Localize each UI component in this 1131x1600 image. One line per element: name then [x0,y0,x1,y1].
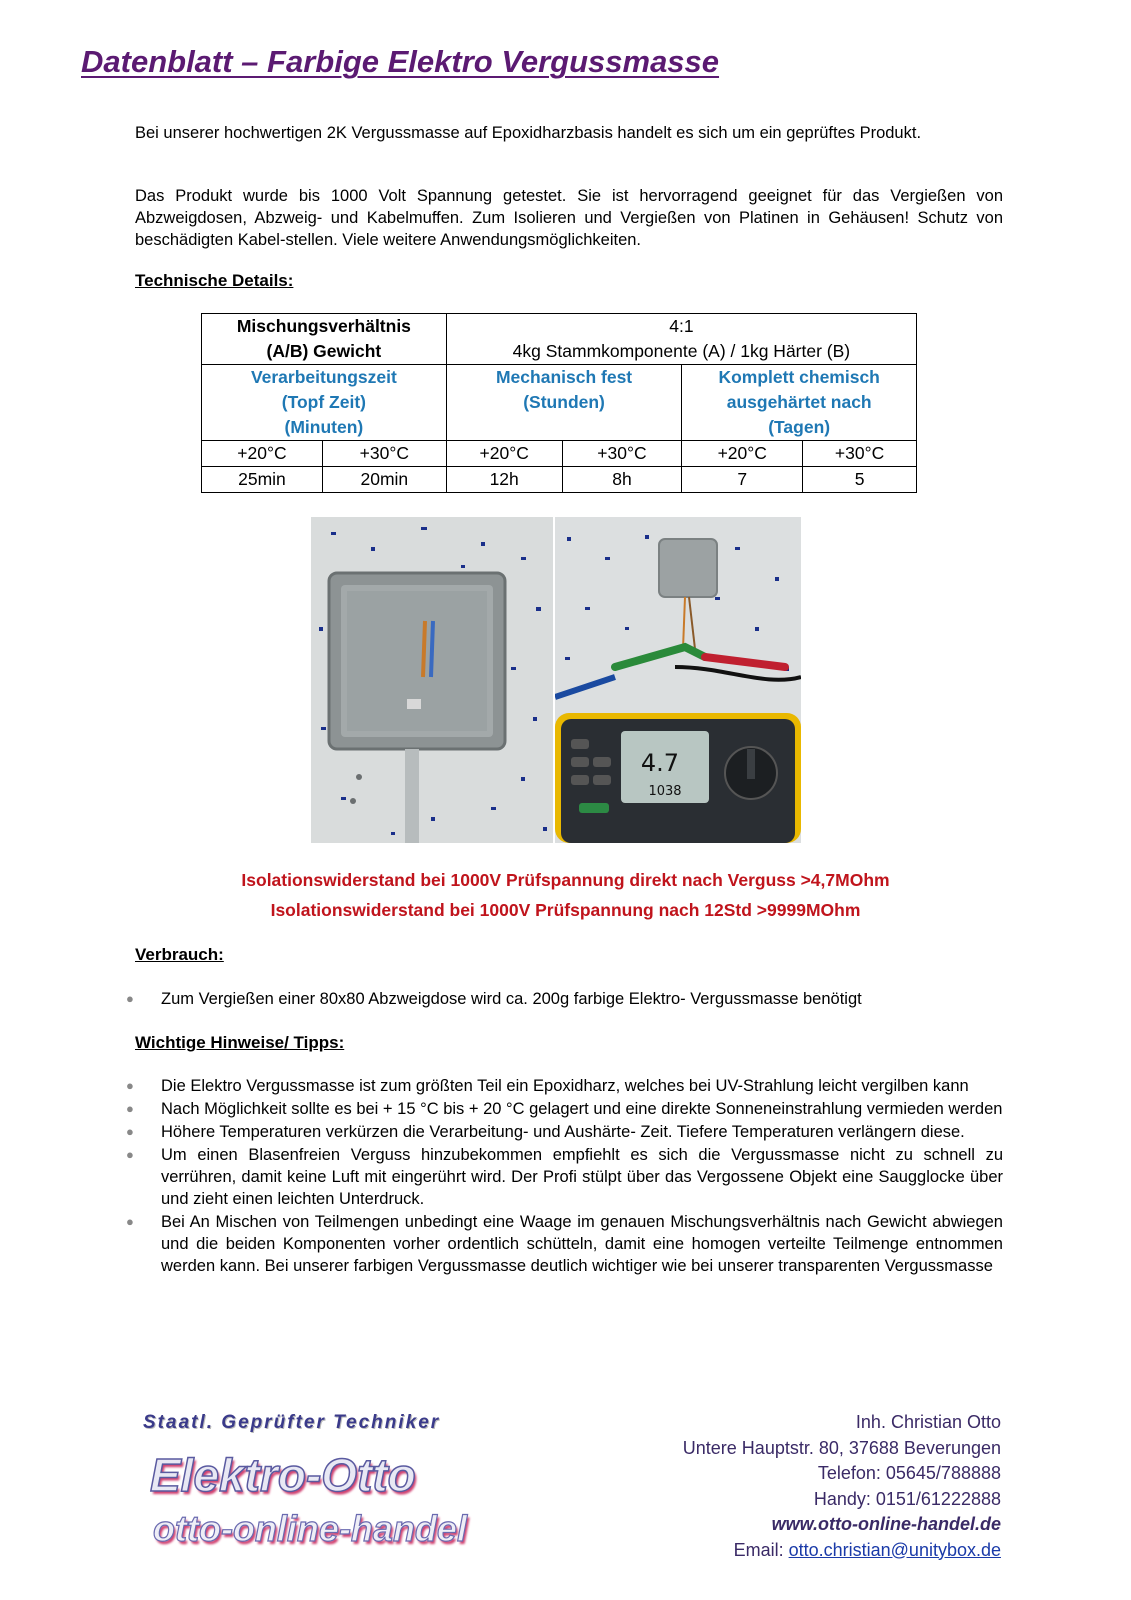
table-row [202,314,917,365]
mix-ratio-label-line: (A/B) Gewicht [266,341,382,361]
list-item-text: Um einen Blasenfreien Verguss hinzubekommen empfiehlt es sich die Vergussmasse nicht zu schnell zu verrühren, damit keine Luft mit eingerührt wird. Der Profi stülpt über das Vergossene Objekt eine Saugglocke über und zieht einen leichten Unterdruck. [161,1146,1003,1208]
mix-ratio-label [202,314,447,365]
insulation-result-1: Isolationswiderstand bei 1000V Prüfspannung direkt nach Verguss >4,7MOhm [241,870,890,890]
temperature-cell: +30°C [562,441,682,467]
mix-ratio-value [446,314,916,365]
logo-name: Elektro-Otto [150,1449,416,1501]
bullet-icon: ● [126,1124,134,1139]
bullet-icon: ● [126,1101,134,1116]
full-cure-header [682,365,917,441]
mix-ratio-value-line: 4kg Stammkomponente (A) / 1kg Härter (B) [512,341,851,361]
contact-email-label: Email: [733,1539,789,1560]
insulation-tester-illustration [555,517,801,843]
logo-shop: otto-online-handel [153,1508,467,1549]
technical-details-table [201,313,917,493]
bullet-icon: ● [126,991,134,1006]
value-cell: 20min [322,467,446,493]
mechanical-cure-header [446,365,682,441]
contact-mobile: Handy: 0151/61222888 [813,1488,1001,1509]
page-title: Datenblatt – Farbige Elektro Vergussmasse [81,44,720,79]
header-line: (Topf Zeit) [281,392,366,412]
junction-box-illustration [311,517,553,843]
table-row [202,365,917,441]
header-line: Komplett chemisch [718,367,880,387]
header-line: (Tagen) [768,417,831,437]
list-item [126,1144,1003,1210]
contact-block [683,1410,1001,1563]
list-item-text: Zum Vergießen einer 80x80 Abzweigdose wird ca. 200g farbige Elektro- Vergussmasse benötigt [161,990,862,1008]
technical-details-heading: Technische Details: [135,271,294,290]
list-item-text: Höhere Temperaturen verkürzen die Verarbeitung- und Aushärte- Zeit. Tiefere Temperaturen verlängern diese. [161,1123,965,1141]
tips-list [126,1075,1003,1277]
bullet-icon: ● [126,1147,134,1162]
mix-ratio-label-line: Mischungsverhältnis [236,316,411,336]
contact-phone: Telefon: 05645/788888 [817,1463,1001,1483]
list-item [126,1211,1003,1277]
bullet-icon: ● [126,1214,134,1229]
value-cell: 7 [682,467,803,493]
temperature-cell: +30°C [803,441,917,467]
bullet-icon: ● [126,1078,134,1093]
list-item-text: Nach Möglichkeit sollte es bei + 15 °C bis + 20 °C gelagert und eine direkte Sonneneinstrahlung vermieden werden [161,1100,1003,1118]
meter-reading-main: 4.7 [640,749,679,777]
pot-life-header [202,365,447,441]
insulation-tester-photo [555,517,801,843]
contact-owner: Inh. Christian Otto [855,1412,1001,1432]
header-line: Verarbeitungszeit [250,367,397,387]
value-cell: 5 [803,467,917,493]
table-row [202,441,917,467]
header-line: (Stunden) [523,392,605,412]
temperature-cell: +20°C [202,441,323,467]
intro-paragraph-1: Bei unserer hochwertigen 2K Vergussmasse auf Epoxidharzbasis handelt es sich um ein geprüftes Produkt. [135,124,922,142]
intro-paragraph-2: Das Produkt wurde bis 1000 Volt Spannung getestet. Sie ist hervorragend geeignet für das Vergießen von Abzweigdosen, Abzweig- und Kabelmuffen. Zum Isolieren und Vergießen von Platinen in Gehäusen! Schutz von beschädigten Kabel-stellen. Viele weitere Anwendungsmöglichkeiten. [135,187,1003,249]
value-cell: 8h [562,467,682,493]
list-item [126,988,1003,1010]
list-item-text: Bei An Mischen von Teilmengen unbedingt eine Waage im genauen Mischungsverhältnis nach Gewicht abwiegen und die beiden Komponenten vorher ordentlich schütteln, damit eine homogen verteilte Teilmenge entnommen werden kann. Bei unserer farbigen Vergussmasse deutlich wichtiger wie bei unserer transparenten Vergussmasse [161,1213,1003,1275]
contact-address: Untere Hauptstr. 80, 37688 Beverungen [682,1437,1001,1458]
temperature-cell: +20°C [446,441,562,467]
temperature-cell: +20°C [682,441,803,467]
value-cell: 25min [202,467,323,493]
logo-tagline: Staatl. Geprüfter Techniker [143,1412,441,1433]
contact-email-link[interactable]: otto.christian@unitybox.de [788,1539,1001,1560]
contact-website[interactable]: www.otto-online-handel.de [771,1514,1001,1534]
tips-heading: Wichtige Hinweise/ Tipps: [135,1033,345,1052]
meter-reading-secondary: 1038 [648,784,682,799]
contact-email-line [683,1538,1001,1564]
consumption-heading: Verbrauch: [135,945,224,964]
list-item [126,1098,1003,1120]
header-line: Mechanisch fest [495,367,633,387]
value-cell: 12h [446,467,562,493]
temperature-cell: +30°C [322,441,446,467]
list-item-text: Die Elektro Vergussmasse ist zum größten Teil ein Epoxidharz, welches bei UV-Strahlung leicht vergilben kann [161,1077,969,1095]
junction-box-photo [311,517,553,843]
table-row [202,467,917,493]
list-item [126,1121,1003,1143]
insulation-result-2: Isolationswiderstand bei 1000V Prüfspannung nach 12Std >9999MOhm [270,900,861,920]
header-line: (Minuten) [284,417,364,437]
mix-ratio-value-line: 4:1 [669,316,694,336]
header-line: ausgehärtet nach [726,392,872,412]
consumption-list [126,988,1003,1010]
list-item [126,1075,1003,1097]
